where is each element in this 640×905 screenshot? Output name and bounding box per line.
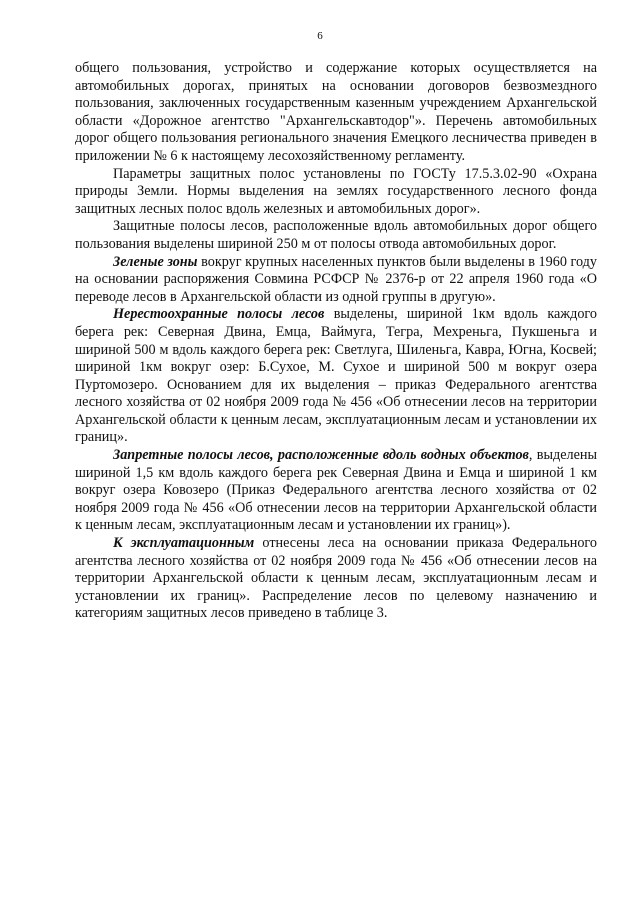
paragraph-text: , выделены шириной 1,5 км вдоль каждого берега рек Северная Двина и Емца и шириной 1 км вокруг озера Ковозеро (Приказ Федерального агентства лесного хозяйства от 02 ноября 2009 года № 456 «Об отнесении лесов на территории Архангельской области к ценным лесам, эксплуатационным лесам и установлении их границ»). — [75, 447, 598, 534]
paragraph-continuation — [75, 60, 597, 166]
paragraph-exploitation-forests — [75, 535, 597, 623]
paragraph-road-protective-strips — [75, 218, 597, 253]
document-body — [75, 60, 597, 623]
term-heading: К эксплуатационным — [113, 535, 255, 552]
paragraph-text: отнесены леса на основании приказа Федерального агентства лесного хозяйства от 02 ноября 2009 года № 456 «Об отнесении лесов на территории Архангельской области к ценным лесам, эксплуатационным лесам и установлении их границ». Распределение лесов по целевому назначению и категориям защитных лесов приведено в таблице 3. — [75, 535, 597, 622]
page-number: 6 — [317, 30, 323, 42]
paragraph-spawning-strips — [75, 306, 597, 447]
paragraph-text: Параметры защитных полос установлены по ГОСТу 17.5.3.02-90 «Охрана природы Земли. Нормы выделения на землях государственного лесного фонда защитных лесных полос вдоль железных и автомобильных дорог». — [75, 165, 597, 217]
paragraph-text: выделены, шириной 1км вдоль каждого берега рек: Северная Двина, Емца, Ваймуга, Тегра, Мехреньга, Пукшеньга и шириной 500 м вдоль каждого берега рек: Светлуга, Шиленьга, Кавра, Югна, Косвей; шириной 1км вокруг озер: Б.Сухое, М. Сухое и шириной 500 м вокруг озера Пуртомозеро. Основанием для их выделения – приказ Федерального агентства лесного хозяйства от 02 ноября 2009 года № 456 «Об отнесении лесов на территории Архангельской области к ценным лесам, эксплуатационным лесам и установлении их границ». — [75, 306, 597, 446]
term-heading: Зеленые зоны — [113, 253, 198, 270]
paragraph-green-zones — [75, 254, 597, 307]
term-heading: Нерестоохранные полосы лесов — [113, 306, 325, 323]
paragraph-text: вокруг крупных населенных пунктов были выделены в 1960 году на основании распоряжения Совмина РСФСР № 2376-р от 22 апреля 1960 года «О переводе лесов в Архангельской области из одной группы в другую». — [75, 253, 597, 305]
paragraph-text: общего пользования, устройство и содержание которых осуществляется на автомобильных дорогах, принятых на основании договоров безвозмездного пользования, заключенных государственным казенным учреждением Архангельской области «Дорожное агентство "Архангельскавтодор"». Перечень автомобильных дорог общего пользования регионального значения Емецкого лесничества приведен в приложении № 6 к настоящему лесохозяйственному регламенту. — [75, 60, 597, 164]
paragraph-restricted-strips — [75, 447, 597, 535]
term-heading: Запретные полосы лесов, расположенные вдоль водных объектов — [113, 447, 529, 464]
paragraph-gost-parameters — [75, 166, 597, 219]
paragraph-text: Защитные полосы лесов, расположенные вдоль автомобильных дорог общего пользования выделены шириной 250 м от полосы отвода автомобильных дорог. — [75, 218, 597, 252]
